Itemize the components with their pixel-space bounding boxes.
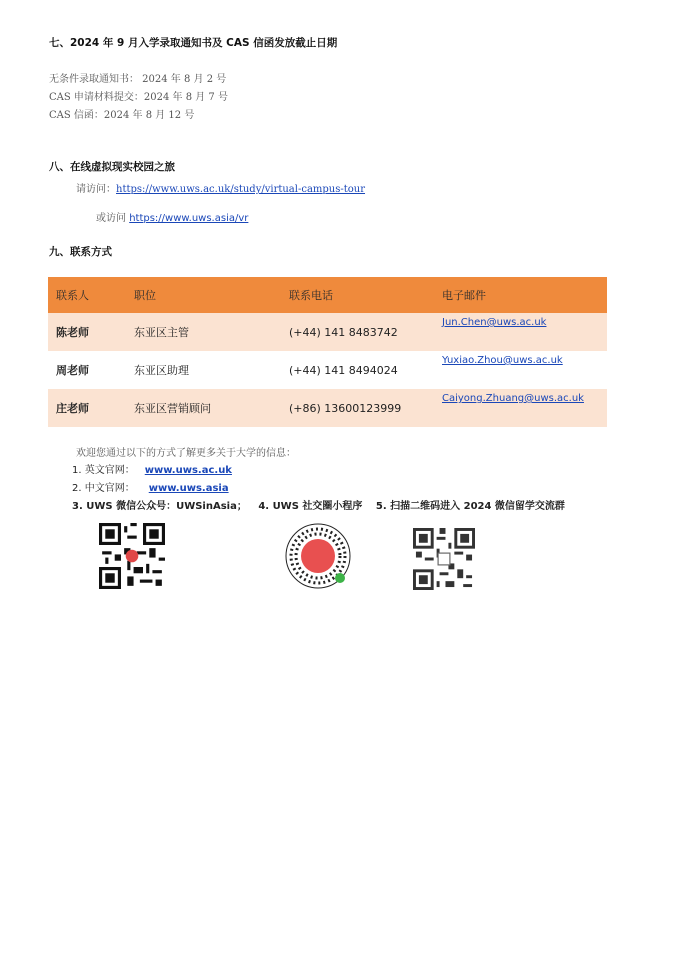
mini-program-label: 4. UWS 社交圈小程序: [258, 501, 363, 512]
english-site-label: 1. 英文官网：: [72, 465, 135, 476]
contact-email-link[interactable]: Caiyong.Zhuang@uws.ac.uk: [442, 393, 584, 404]
chinese-site-label: 2. 中文官网：: [72, 483, 135, 494]
table-row: [48, 351, 607, 389]
chinese-site-link[interactable]: www.uws.asia: [148, 483, 229, 494]
section9-title: 九、联系方式: [49, 246, 112, 258]
virtual-tour-link[interactable]: https://www.uws.ac.uk/study/virtual-campus-tour: [116, 184, 366, 195]
english-site-link[interactable]: www.uws.ac.uk: [144, 465, 232, 476]
mini-program-qr-icon: [285, 523, 351, 589]
section8-title: 八、在线虚拟现实校园之旅: [49, 161, 175, 173]
more-info-intro: 欢迎您通过以下的方式了解更多关于大学的信息：: [76, 448, 296, 459]
english-site-line: [72, 461, 232, 476]
contact-phone: (+86) 13600123999: [281, 389, 434, 427]
or-visit-line: [96, 209, 248, 224]
wechat-account-qr-icon: [99, 523, 165, 589]
contact-role: 东亚区主管: [126, 313, 281, 351]
wechat-group-qr-icon: [413, 528, 475, 590]
contact-name: 陈老师: [48, 313, 126, 351]
table-row: [48, 389, 607, 427]
header-contact: 联系人: [48, 277, 126, 313]
chinese-site-line: [72, 479, 229, 494]
wechat-account-label: 3. UWS 微信公众号：UWSinAsia；: [72, 501, 247, 512]
contact-name: 周老师: [48, 351, 126, 389]
contact-phone: (+44) 141 8483742: [281, 313, 434, 351]
visit-label: 请访问：: [76, 184, 116, 195]
wechat-group-label: 5. 扫描二维码进入 2024 微信留学交流群: [375, 501, 565, 512]
contact-table: [48, 277, 607, 427]
contact-phone: (+44) 141 8494024: [281, 351, 434, 389]
header-role: 职位: [126, 277, 281, 313]
uws-asia-vr-link[interactable]: https://www.uws.asia/vr: [129, 213, 249, 224]
header-email: 电子邮件: [434, 277, 607, 313]
qr-labels-line: [72, 497, 565, 512]
header-phone: 联系电话: [281, 277, 434, 313]
contact-email-link[interactable]: Jun.Chen@uws.ac.uk: [442, 317, 547, 328]
contact-table-header: [48, 277, 607, 313]
table-row: [48, 313, 607, 351]
or-visit-label: 或访问: [96, 213, 126, 224]
section7-title: 七、2024 年 9 月入学录取通知书及 CAS 信函发放截止日期: [49, 37, 338, 49]
contact-role: 东亚区营销顾问: [126, 389, 281, 427]
cas-submission-line: CAS 申请材料提交：2024 年 8 月 7 号: [49, 92, 228, 103]
offer-deadline-line: 无条件录取通知书： 2024 年 8 月 2 号: [49, 74, 227, 85]
contact-role: 东亚区助理: [126, 351, 281, 389]
contact-email-link[interactable]: Yuxiao.Zhou@uws.ac.uk: [442, 355, 563, 366]
visit-line: [76, 180, 365, 195]
cas-letter-line: CAS 信函：2024 年 8 月 12 号: [49, 110, 195, 121]
contact-name: 庄老师: [48, 389, 126, 427]
